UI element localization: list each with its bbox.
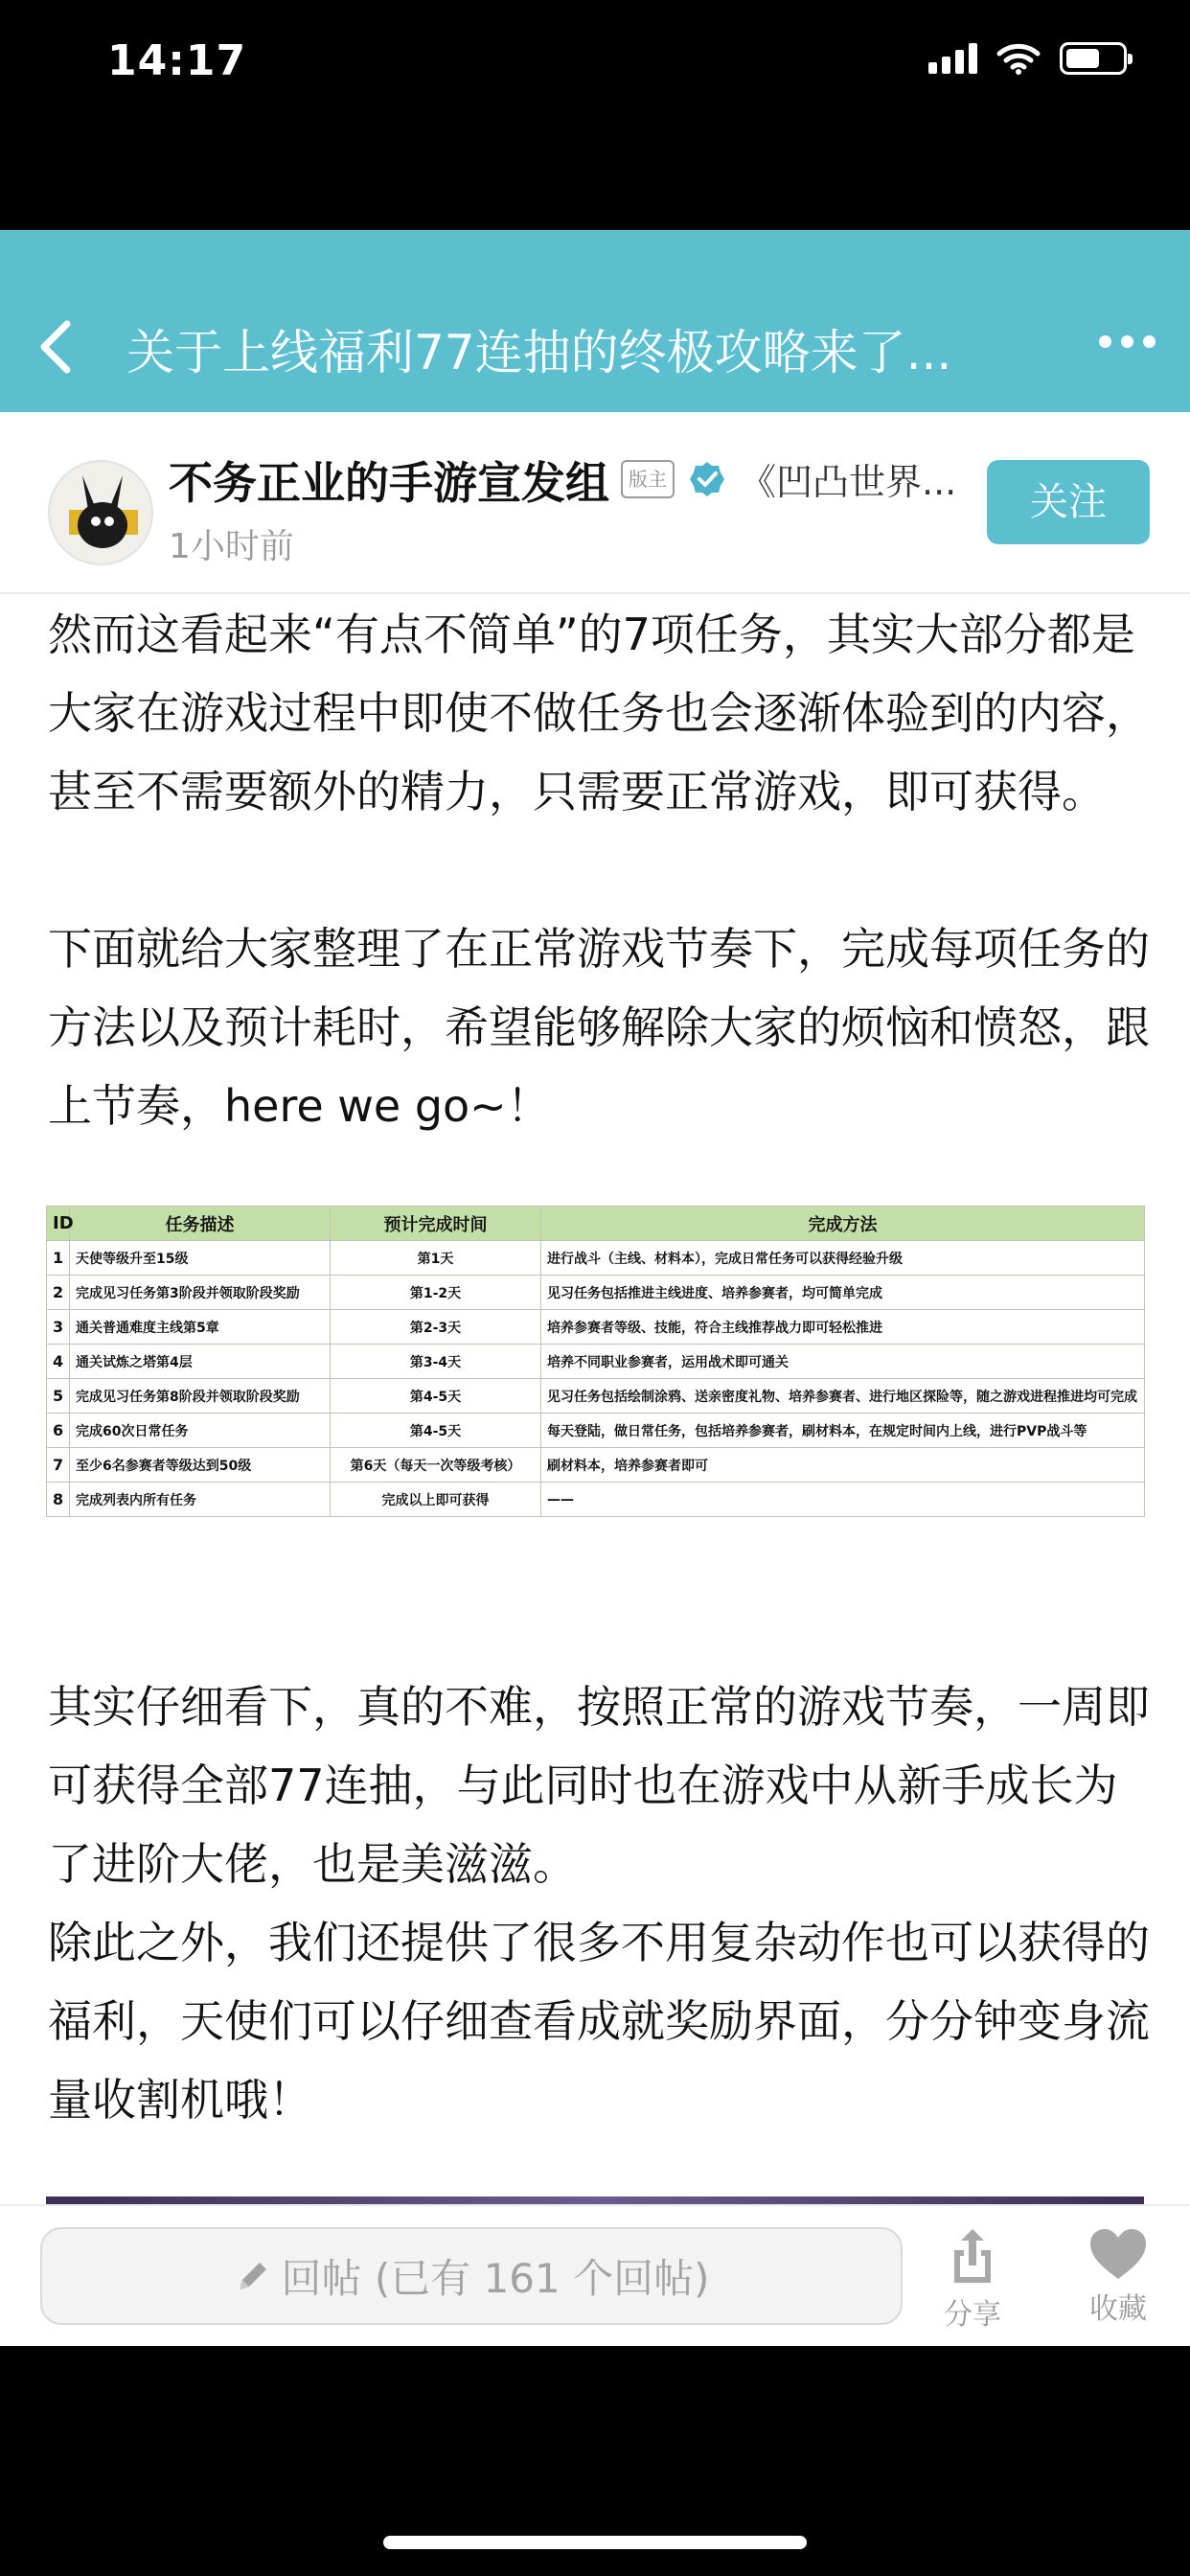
cell-id: 5 (47, 1379, 70, 1414)
cell-time: 第4-5天 (331, 1414, 541, 1448)
cell-id: 1 (47, 1241, 70, 1276)
reply-input[interactable] (40, 2227, 903, 2325)
table-row (47, 1276, 1145, 1310)
content-image (46, 2196, 1144, 2204)
signal-icon (928, 43, 977, 74)
back-icon[interactable] (34, 318, 82, 376)
table-header-id: ID (47, 1207, 70, 1241)
cell-time: 第6天（每天一次等级考核） (331, 1448, 541, 1483)
follow-button[interactable]: 关注 (987, 460, 1150, 544)
status-time: 14:17 (107, 36, 247, 85)
cell-description: 通关试炼之塔第4层 (70, 1345, 331, 1379)
more-icon[interactable] (1099, 335, 1156, 348)
cell-description: 通关普通难度主线第5章 (70, 1310, 331, 1345)
verified-icon (688, 460, 726, 498)
table-row (47, 1414, 1145, 1448)
cell-method: 见习任务包括绘制涂鸦、送亲密度礼物、培养参赛者、进行地区探险等，随之游戏进程推进均可完成 (541, 1379, 1145, 1414)
battery-icon (1060, 42, 1127, 75)
post-page (0, 230, 1190, 2346)
bottom-bar (0, 2204, 1190, 2346)
cell-description: 至少6名参赛者等级达到50级 (70, 1448, 331, 1483)
post-paragraph: 下面就给大家整理了在正常游戏节奏下，完成每项任务的方法以及预计耗时，希望能够解除大家的烦恼和愤怒，跟上节奏，here we go~！ (48, 923, 1150, 1132)
table-header-time: 预计完成时间 (331, 1207, 541, 1241)
table-row (47, 1448, 1145, 1483)
table-header-description: 任务描述 (70, 1207, 331, 1241)
cell-id: 4 (47, 1345, 70, 1379)
author-row (0, 412, 1190, 594)
cell-time: 第1天 (331, 1241, 541, 1276)
cell-time: 第1-2天 (331, 1276, 541, 1310)
moderator-badge: 版主 (621, 460, 675, 498)
forum-link[interactable]: 《凹凸世界... (740, 461, 957, 503)
cell-method: 刷材料本，培养参赛者即可 (541, 1448, 1145, 1483)
table-row (47, 1241, 1145, 1276)
cell-time: 第3-4天 (331, 1345, 541, 1379)
share-label: 分享 (944, 2298, 1001, 2332)
pencil-icon (234, 2257, 272, 2295)
cell-id: 8 (47, 1483, 70, 1517)
cell-method: —— (541, 1483, 1145, 1517)
cell-description: 完成见习任务第3阶段并领取阶段奖励 (70, 1276, 331, 1310)
cell-description: 完成见习任务第8阶段并领取阶段奖励 (70, 1379, 331, 1414)
status-bar (0, 0, 1190, 134)
post-time: 1小时前 (169, 527, 294, 566)
reply-placeholder: 回帖 (已有 161 个回帖) (281, 2255, 710, 2302)
table-row (47, 1483, 1145, 1517)
cell-time: 第4-5天 (331, 1379, 541, 1414)
share-button[interactable] (929, 2227, 1016, 2333)
post-paragraph: 其实仔细看下，真的不难，按照正常的游戏节奏，一周即可获得全部77连抽，与此同时也在游戏中从新手成长为了进阶大佬，也是美滋滋。 (48, 1681, 1150, 1890)
table-header-method: 完成方法 (541, 1207, 1145, 1241)
cell-method: 进行战斗（主线、材料本），完成日常任务可以获得经验升级 (541, 1241, 1145, 1276)
cell-method: 培养不同职业参赛者，运用战术即可通关 (541, 1345, 1145, 1379)
home-indicator[interactable] (383, 2536, 807, 2549)
favorite-label: 收藏 (1089, 2292, 1147, 2326)
cell-time: 第2-3天 (331, 1310, 541, 1345)
post-paragraph: 除此之外，我们还提供了很多不用复杂动作也可以获得的福利，天使们可以仔细查看成就奖励界面，分分钟变身流量收割机哦！ (48, 1917, 1150, 2126)
nav-bar (0, 230, 1190, 412)
cell-description: 完成列表内所有任务 (70, 1483, 331, 1517)
heart-icon (1088, 2227, 1148, 2281)
table-row (47, 1345, 1145, 1379)
cell-id: 6 (47, 1414, 70, 1448)
post-paragraph: 然而这看起来“有点不简单”的7项任务，其实大部分都是大家在游戏过程中即使不做任务也会逐渐体验到的内容，甚至不需要额外的精力，只需要正常游戏，即可获得。 (48, 609, 1150, 817)
cell-method: 每天登陆，做日常任务，包括培养参赛者，刷材料本，在规定时间内上线，进行PVP战斗等 (541, 1414, 1145, 1448)
cell-id: 7 (47, 1448, 70, 1483)
share-icon (947, 2227, 998, 2287)
cell-method: 见习任务包括推进主线进度、培养参赛者，均可简单完成 (541, 1276, 1145, 1310)
favorite-button[interactable] (1075, 2227, 1161, 2333)
task-table (46, 1206, 1145, 1517)
cell-id: 2 (47, 1276, 70, 1310)
wifi-icon (996, 42, 1041, 75)
cell-description: 天使等级升至15级 (70, 1241, 331, 1276)
author-name[interactable]: 不务正业的手游宣发组 (169, 457, 609, 509)
cell-method: 培养参赛者等级、技能，符合主线推荐战力即可轻松推进 (541, 1310, 1145, 1345)
table-row (47, 1310, 1145, 1345)
table-row (47, 1379, 1145, 1414)
avatar[interactable] (48, 460, 153, 565)
task-table-header (47, 1207, 1145, 1241)
avatar-image (50, 462, 155, 567)
cell-time: 完成以上即可获得 (331, 1483, 541, 1517)
cell-description: 完成60次日常任务 (70, 1414, 331, 1448)
cell-id: 3 (47, 1310, 70, 1345)
status-icons (928, 42, 1127, 75)
post-title: 关于上线福利77连抽的终极攻略来了... (126, 325, 952, 380)
